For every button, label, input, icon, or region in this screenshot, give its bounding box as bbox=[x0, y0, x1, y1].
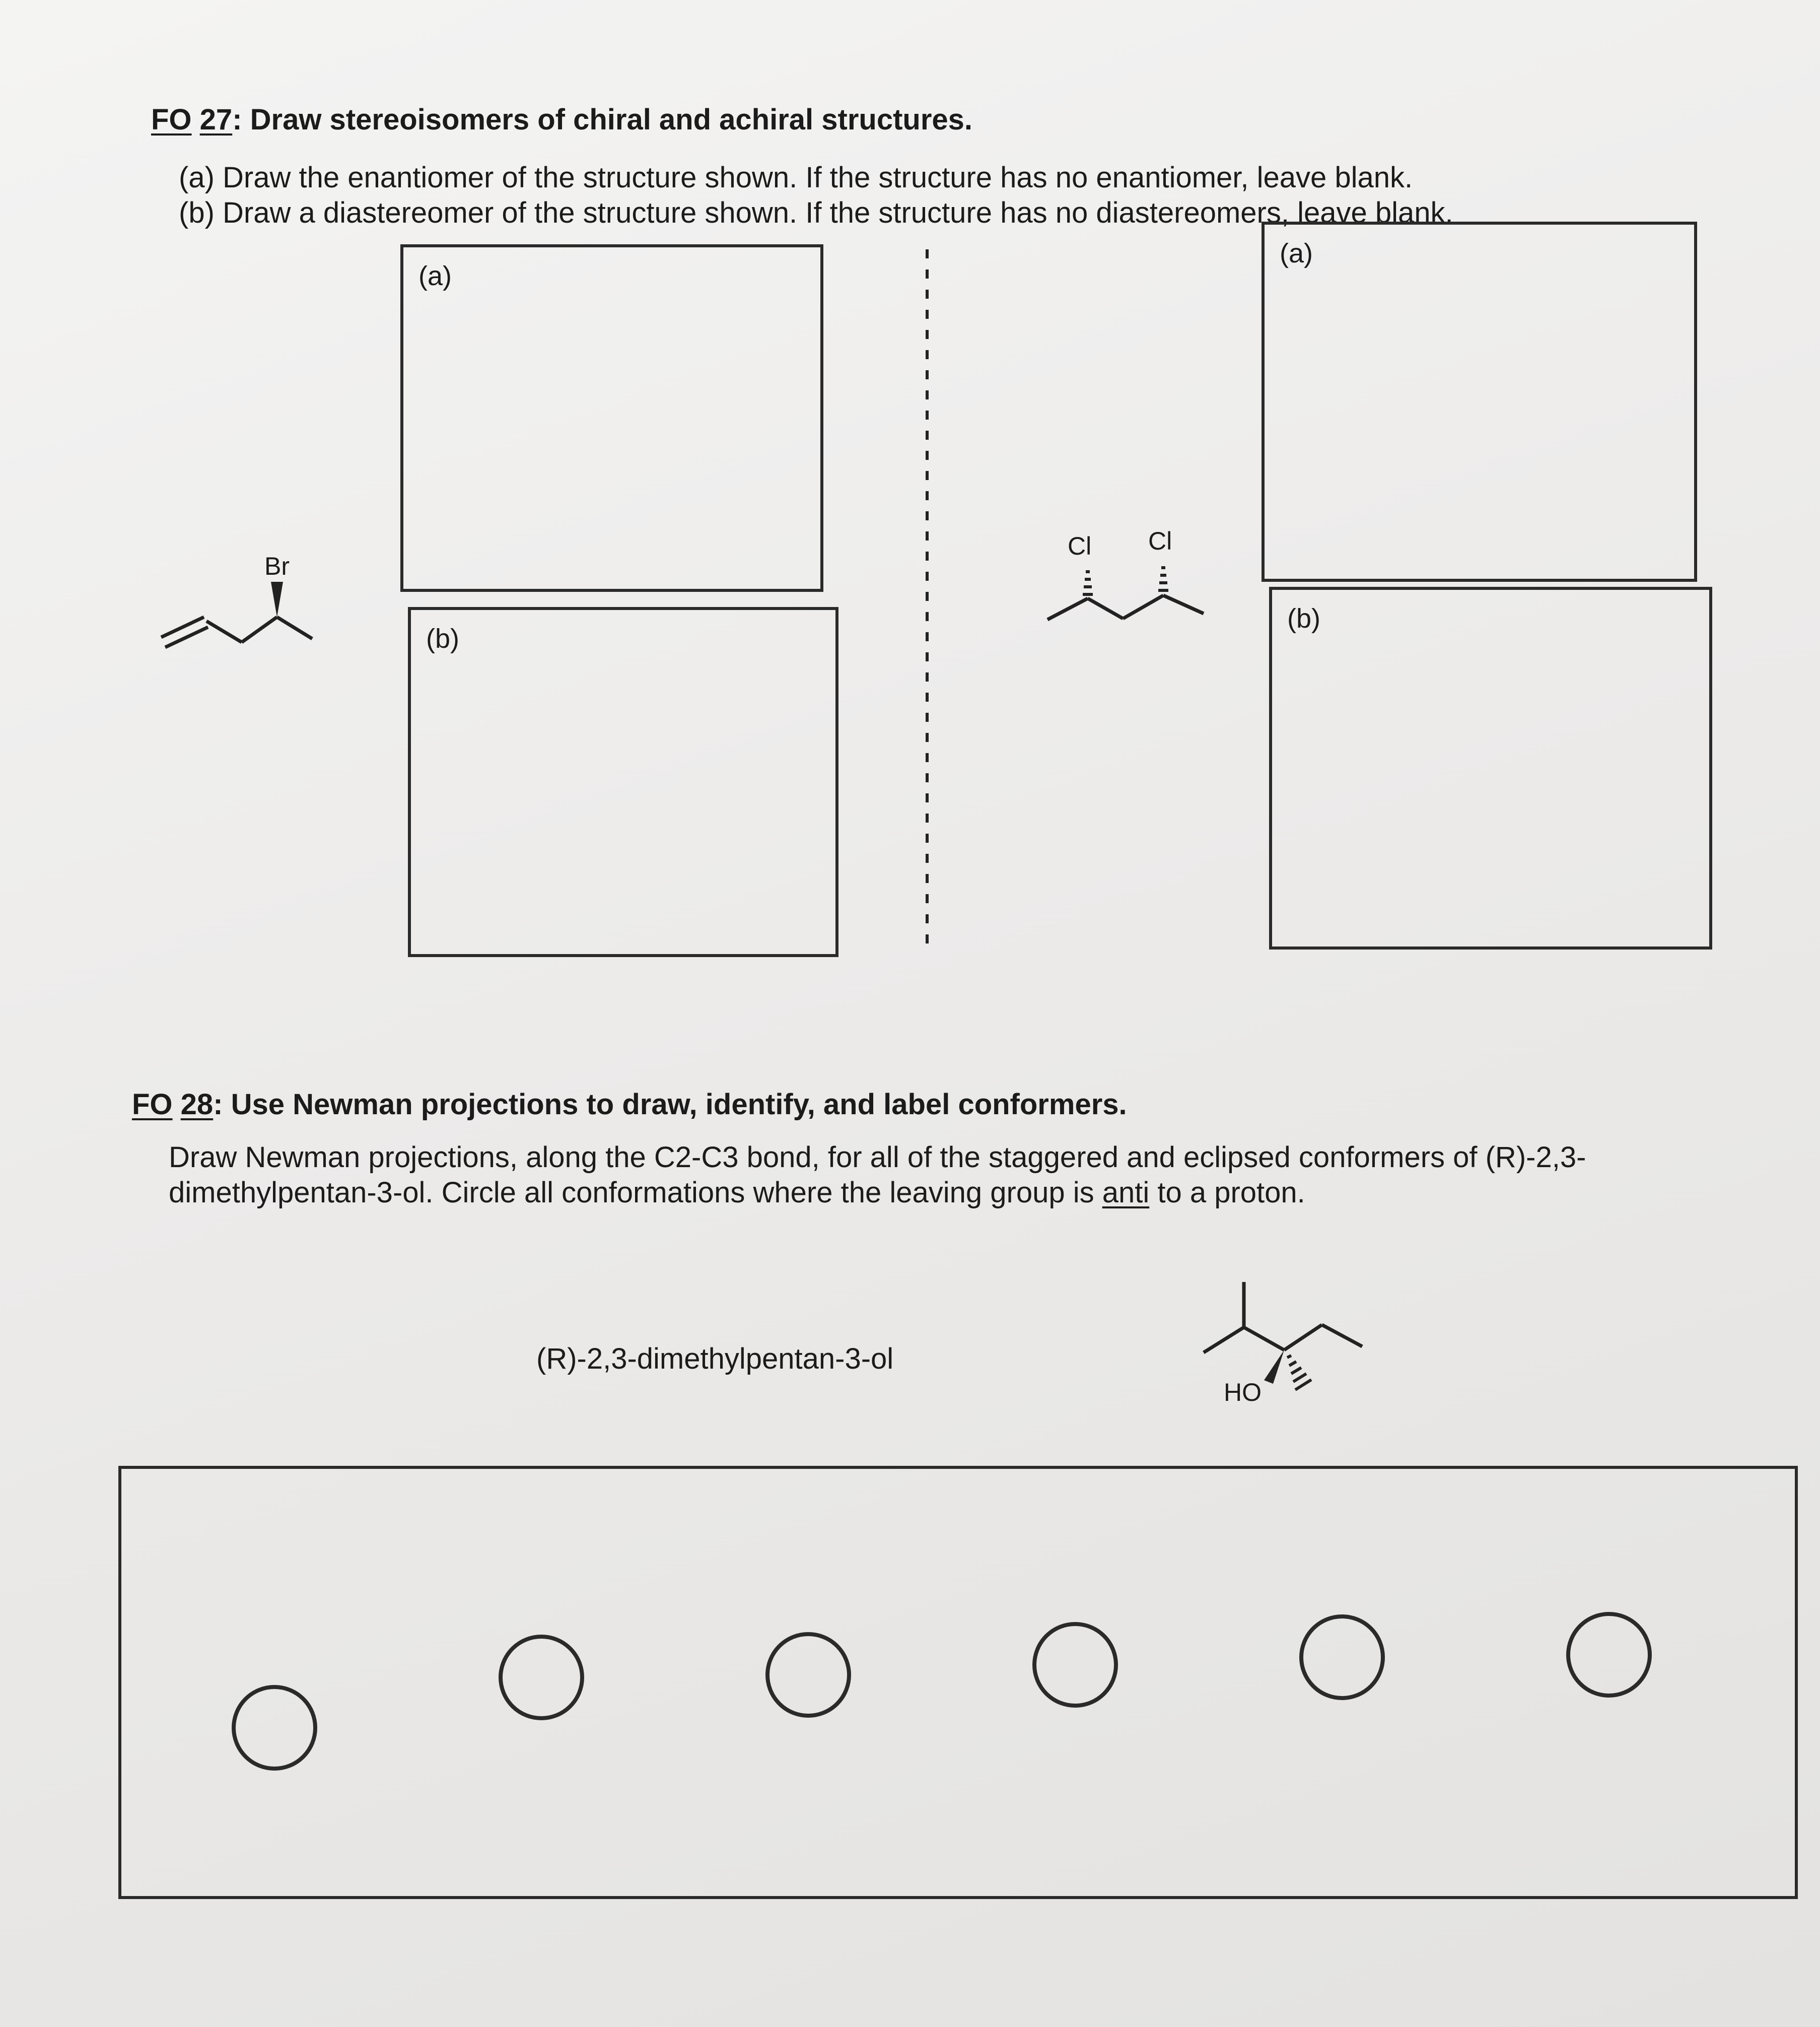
anti-emphasis: anti bbox=[1102, 1176, 1150, 1209]
chlorine-label-1: Cl bbox=[1068, 532, 1092, 560]
fo27-instruction-b: (b) Draw a diastereomer of the structure shown. If the structure has no diastereomers, leave blank. bbox=[179, 196, 1453, 229]
right-answer-box-b[interactable] bbox=[1269, 587, 1712, 950]
fo27-number: 27 bbox=[199, 103, 233, 136]
right-box-a-label: (a) bbox=[1280, 238, 1313, 268]
newman-circle-4[interactable] bbox=[1032, 1622, 1118, 1708]
left-box-b-label: (b) bbox=[426, 624, 459, 654]
newman-circle-2[interactable] bbox=[499, 1635, 584, 1720]
fo27-title: : Draw stereoisomers of chiral and achiral structures. bbox=[232, 103, 973, 136]
fo28-title: : Use Newman projections to draw, identify, and label conformers. bbox=[213, 1088, 1127, 1121]
right-box-b-label: (b) bbox=[1287, 603, 1320, 634]
fo28-instruction-end: to a proton. bbox=[1149, 1176, 1305, 1209]
fo28-number: 28 bbox=[180, 1088, 214, 1121]
fo27-heading bbox=[151, 103, 972, 137]
fo28-instruction-line-2 bbox=[169, 1176, 1305, 1210]
left-answer-box-b[interactable] bbox=[408, 607, 838, 957]
left-box-a-label: (a) bbox=[418, 261, 452, 291]
right-answer-box-a[interactable] bbox=[1262, 222, 1697, 582]
newman-circle-5[interactable] bbox=[1299, 1614, 1385, 1700]
section-divider bbox=[924, 249, 930, 944]
fo28-instruction-line-1: Draw Newman projections, along the C2-C3 bond, for all of the staggered and eclipsed conformers of (R)-2,3- bbox=[169, 1141, 1586, 1174]
hydroxyl-label: HO bbox=[1224, 1378, 1262, 1406]
fo28-instruction-text: dimethylpentan-3-ol. Circle all conformations where the leaving group is bbox=[169, 1176, 1102, 1209]
newman-circle-6[interactable] bbox=[1566, 1612, 1652, 1698]
fo28-label: FO bbox=[132, 1088, 173, 1121]
newman-circle-1[interactable] bbox=[232, 1685, 317, 1771]
right-molecule-structure bbox=[1042, 559, 1224, 630]
newman-answer-box[interactable] bbox=[118, 1466, 1798, 1899]
left-answer-box-a[interactable] bbox=[400, 244, 823, 592]
left-molecule-structure bbox=[151, 579, 322, 660]
fo27-instruction-a: (a) Draw the enantiomer of the structure shown. If the structure has no enantiomer, leave blank. bbox=[179, 161, 1413, 194]
fo28-heading bbox=[132, 1088, 1127, 1122]
compound-name: (R)-2,3-dimethylpentan-3-ol bbox=[536, 1342, 894, 1375]
newman-circle-3[interactable] bbox=[765, 1632, 851, 1718]
bromine-label: Br bbox=[264, 552, 290, 580]
fo27-label: FO bbox=[151, 103, 192, 136]
chlorine-label-2: Cl bbox=[1148, 527, 1172, 555]
